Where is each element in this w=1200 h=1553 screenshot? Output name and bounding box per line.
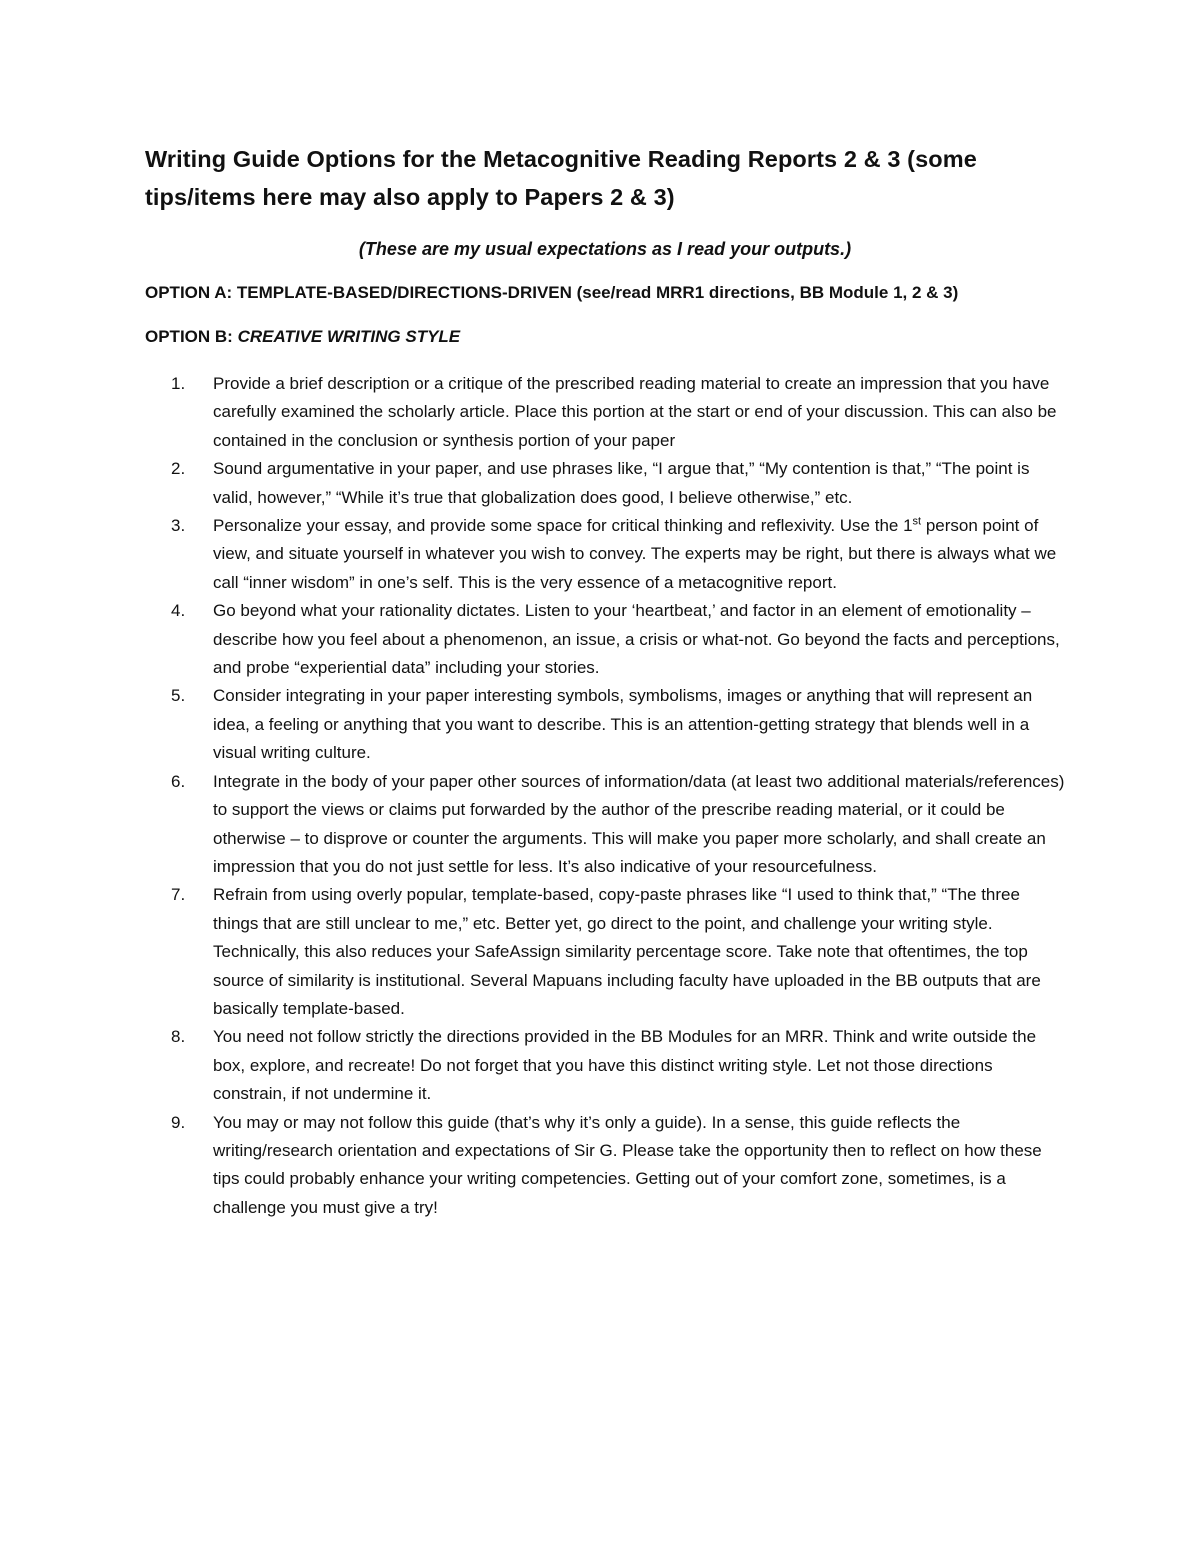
tip-number: 7. (171, 885, 186, 905)
tip-number: 9. (171, 1112, 186, 1132)
tip-superscript: st (912, 515, 922, 528)
tip-number: 6. (171, 771, 186, 791)
tip-number: 3. (171, 516, 186, 536)
tip-text-before: Personalize your essay, and provide some space for critical thinking and reflexivity. Use the 1 (213, 516, 913, 536)
tip-item-4 (145, 597, 1065, 682)
tip-text (213, 516, 1056, 592)
tip-text: Consider integrating in your paper interesting symbols, symbolisms, images or anything that will represent an idea, a feeling or anything that you want to describe. This is an attention-getting strategy that blends well in a visual writing culture. (213, 686, 1033, 763)
option-b-style: CREATIVE WRITING STYLE (237, 327, 461, 346)
option-b-heading (145, 324, 1065, 350)
tip-item-9 (145, 1109, 1065, 1223)
tip-text: You may or may not follow this guide (that’s why it’s only a guide). In a sense, this guide reflects the writing/research orientation and expectations of Sir G. Please take the opportunity then to reflect on how these tips could probably enhance your writing competencies. Getting out of your comfort zone, sometimes, is a challenge you must give a try! (213, 1112, 1042, 1217)
option-b-label: OPTION B: (145, 327, 238, 346)
tip-text: Refrain from using overly popular, template-based, copy-paste phrases like “I used to think that,” “The three things that are still unclear to me,” etc. Better yet, go direct to the point, and challenge your writing style. Technically, this also reduces your SafeAssign similarity percentage score. Take note that oftentimes, the top source of similarity is institutional. Several Mapuans including faculty have uploaded in the BB outputs that are basically template-based. (213, 885, 1041, 1018)
tip-text: Integrate in the body of your paper other sources of information/data (at least two additional materials/references) to support the views or claims put forwarded by the author of the prescribe reading material, or it could be otherwise – to disprove or counter the arguments. This will make you paper more scholarly, and shall create an impression that you do not just settle for less. It’s also indicative of your resourcefulness. (213, 771, 1065, 876)
option-a-heading: OPTION A: TEMPLATE-BASED/DIRECTIONS-DRIVEN (see/read MRR1 directions, BB Module 1, 2 & 3) (145, 283, 959, 302)
tip-text: Provide a brief description or a critique of the prescribed reading material to create an impression that you have carefully examined the scholarly article. Place this portion at the start or end of your discussion. This can also be contained in the conclusion or synthesis portion of your paper (213, 374, 1057, 450)
tip-number: 8. (171, 1027, 186, 1047)
tip-item-8 (145, 1023, 1065, 1108)
document-subtitle: (These are my usual expectations as I read your outputs.) (358, 239, 852, 259)
tip-number: 2. (171, 459, 186, 479)
tip-item-6 (145, 768, 1065, 882)
document-body (145, 140, 1065, 1222)
tip-item-2 (145, 455, 1065, 512)
tip-item-1 (145, 370, 1065, 455)
tip-text: Go beyond what your rationality dictates. Listen to your ‘heartbeat,’ and factor in an element of emotionality – describe how you feel about a phenomenon, an issue, a crisis or what-not. Go beyond the facts and perceptions, and probe “experiential data” including your stories. (213, 601, 1060, 678)
document-title: Writing Guide Options for the Metacognitive Reading Reports 2 & 3 (some tips/items here may also apply to Papers 2 & 3) (145, 146, 977, 210)
tip-number: 1. (171, 374, 186, 393)
tip-text: Sound argumentative in your paper, and use phrases like, “I argue that,” “My contention is that,” “The point is valid, however,” “While it’s true that globalization does good, I believe otherwise,” etc. (213, 459, 1030, 507)
tips-list (145, 370, 1065, 1222)
tip-text: You need not follow strictly the directions provided in the BB Modules for an MRR. Think and write outside the box, explore, and recreate! Do not forget that you have this distinct writing style. Let not those directions constrain, if not undermine it. (213, 1027, 1037, 1104)
tip-text-after: person point of view, and situate yourself in whatever you wish to convey. The experts may be right, but there is always what we call “inner wisdom” in one’s self. This is the very essence of a metacognitive report. (213, 516, 1057, 592)
tip-item-3 (145, 512, 1065, 597)
tip-number: 4. (171, 601, 186, 621)
tip-item-7 (145, 881, 1065, 1023)
tip-number: 5. (171, 686, 186, 706)
tip-item-5 (145, 682, 1065, 767)
